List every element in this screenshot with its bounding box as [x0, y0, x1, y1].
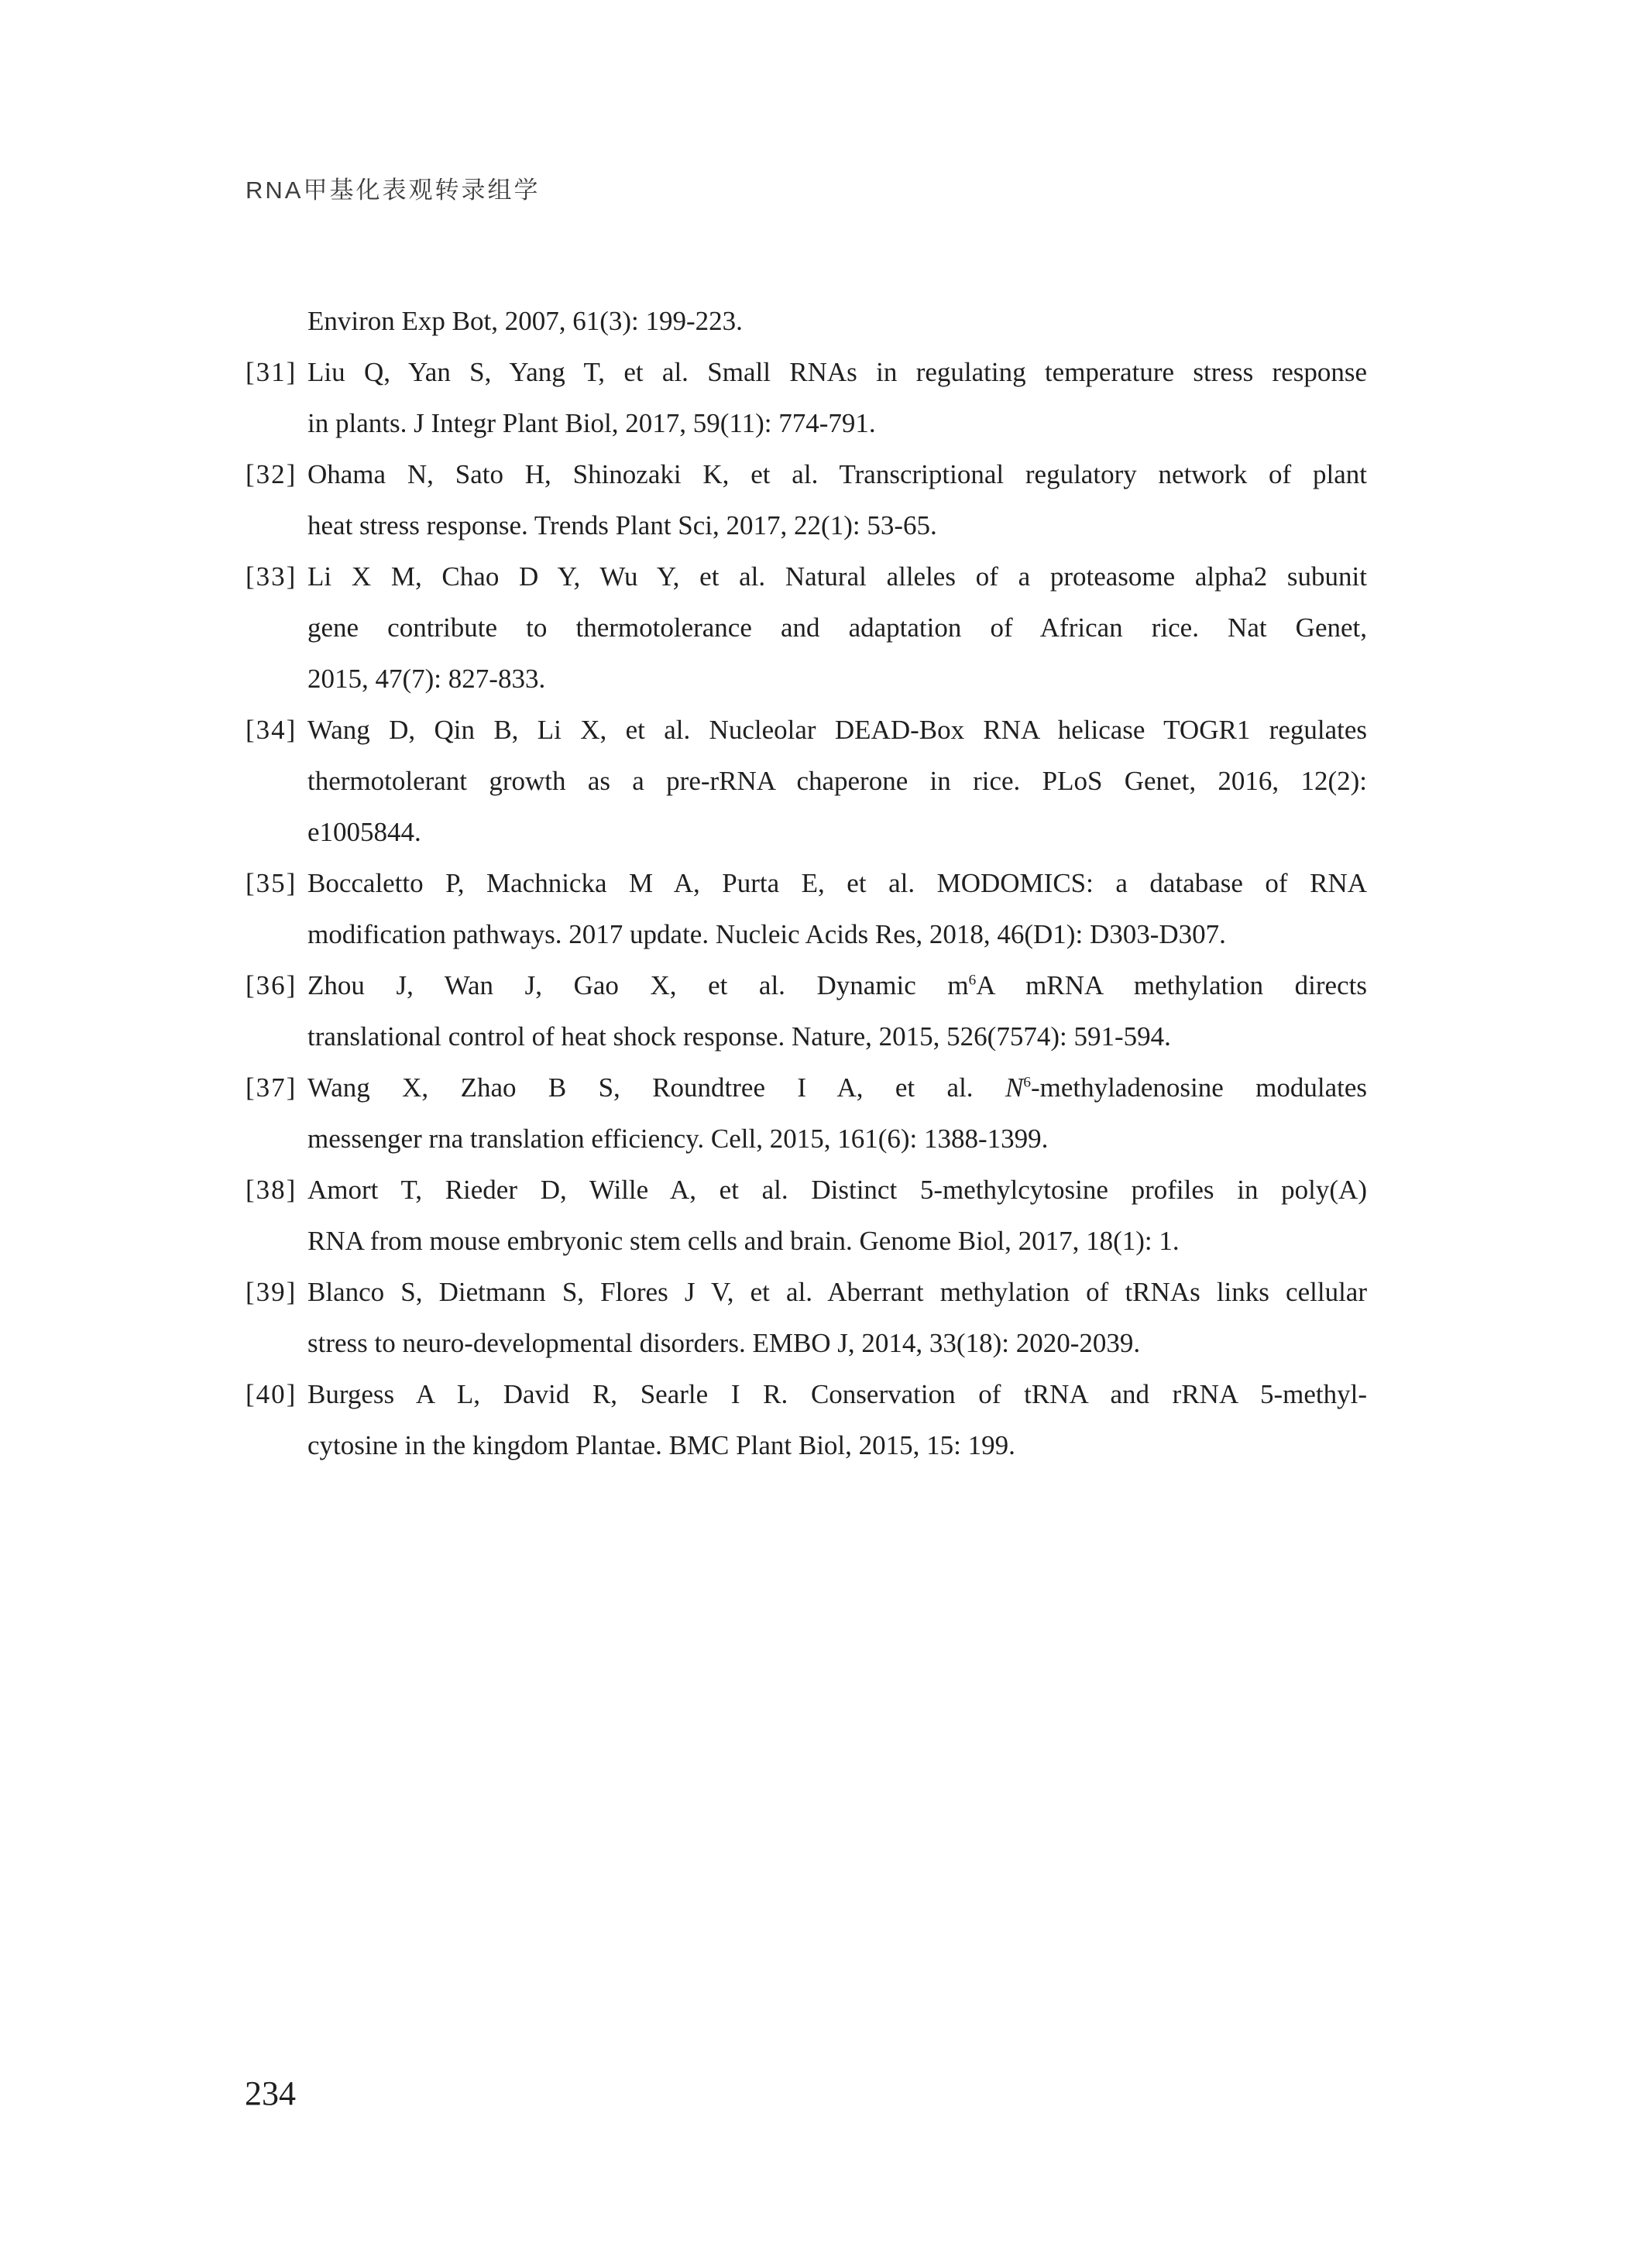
reference-line: in plants. J Integr Plant Biol, 2017, 59(11): 774-791. — [307, 408, 876, 438]
reference-label: [33] — [246, 561, 297, 592]
reference-list — [246, 296, 1367, 1471]
reference-line: Blanco S, Dietmann S, Flores J V, et al. Aberrant methylation of tRNAs links cellular — [307, 1277, 1367, 1307]
reference-entry — [246, 1369, 1367, 1471]
running-header-title: RNA甲基化表观转录组学 — [246, 177, 541, 204]
reference-line: Environ Exp Bot, 2007, 61(3): 199-223. — [307, 306, 743, 336]
reference-label: [40] — [246, 1379, 297, 1409]
reference-line: Liu Q, Yan S, Yang T, et al. Small RNAs in regulating temperature stress response — [307, 357, 1367, 387]
reference-entry — [246, 1267, 1367, 1369]
reference-line: Zhou J, Wan J, Gao X, et al. Dynamic $m^6A$ mRNA methylation directs — [307, 970, 1367, 1000]
reference-line: translational control of heat shock response. Nature, 2015, 526(7574): 591-594. — [307, 1021, 1171, 1052]
reference-entry — [246, 705, 1367, 858]
reference-label: [34] — [246, 715, 297, 745]
reference-entry — [246, 449, 1367, 551]
reference-entry — [246, 858, 1367, 960]
reference-line: messenger rna translation efficiency. Cell, 2015, 161(6): 1388-1399. — [307, 1124, 1049, 1154]
reference-label: [36] — [246, 970, 297, 1000]
page-number: 234 — [245, 2074, 296, 2112]
reference-line: stress to neuro-developmental disorders. EMBO J, 2014, 33(18): 2020-2039. — [307, 1328, 1141, 1358]
reference-entry — [246, 1062, 1367, 1165]
reference-line: Burgess A L, David R, Searle I R. Conservation of tRNA and rRNA 5-methyl- — [307, 1379, 1367, 1409]
reference-entry — [246, 1165, 1367, 1267]
reference-line: Amort T, Rieder D, Wille A, et al. Distinct 5-methylcytosine profiles in poly(A) — [307, 1175, 1367, 1205]
reference-label: [37] — [246, 1072, 297, 1103]
reference-entry — [246, 551, 1367, 705]
reference-line: thermotolerant growth as a pre-rRNA chaperone in rice. PLoS Genet, 2016, 12(2): — [307, 766, 1367, 796]
reference-label: [38] — [246, 1175, 297, 1205]
reference-label: [31] — [246, 357, 297, 387]
reference-line: heat stress response. Trends Plant Sci, 2017, 22(1): 53-65. — [307, 510, 937, 540]
reference-line: Li X M, Chao D Y, Wu Y, et al. Natural alleles of a proteasome alpha2 subunit — [307, 561, 1367, 592]
reference-line: RNA from mouse embryonic stem cells and brain. Genome Biol, 2017, 18(1): 1. — [307, 1226, 1180, 1256]
reference-line: modification pathways. 2017 update. Nucleic Acids Res, 2018, 46(D1): D303-D307. — [307, 919, 1226, 949]
reference-line: gene contribute to thermotolerance and adaptation of African rice. Nat Genet, — [307, 612, 1367, 643]
reference-entry — [246, 960, 1367, 1062]
reference-label: [35] — [246, 868, 297, 898]
reference-line: 2015, 47(7): 827-833. — [307, 664, 546, 694]
reference-label: [39] — [246, 1277, 297, 1307]
reference-entry — [246, 347, 1367, 449]
reference-line: Wang X, Zhao B S, Roundtree I A, et al. $N^6$-methyladenosine modulates — [307, 1072, 1367, 1103]
reference-line: Ohama N, Sato H, Shinozaki K, et al. Transcriptional regulatory network of plant — [307, 459, 1367, 489]
reference-line: cytosine in the kingdom Plantae. BMC Plant Biol, 2015, 15: 199. — [307, 1430, 1015, 1460]
reference-line: e1005844. — [307, 817, 421, 847]
reference-entry — [246, 296, 1367, 347]
reference-line: Wang D, Qin B, Li X, et al. Nucleolar DEAD-Box RNA helicase TOGR1 regulates — [307, 715, 1367, 745]
reference-label: [32] — [246, 459, 297, 489]
reference-line: Boccaletto P, Machnicka M A, Purta E, et al. MODOMICS: a database of RNA — [307, 868, 1367, 898]
